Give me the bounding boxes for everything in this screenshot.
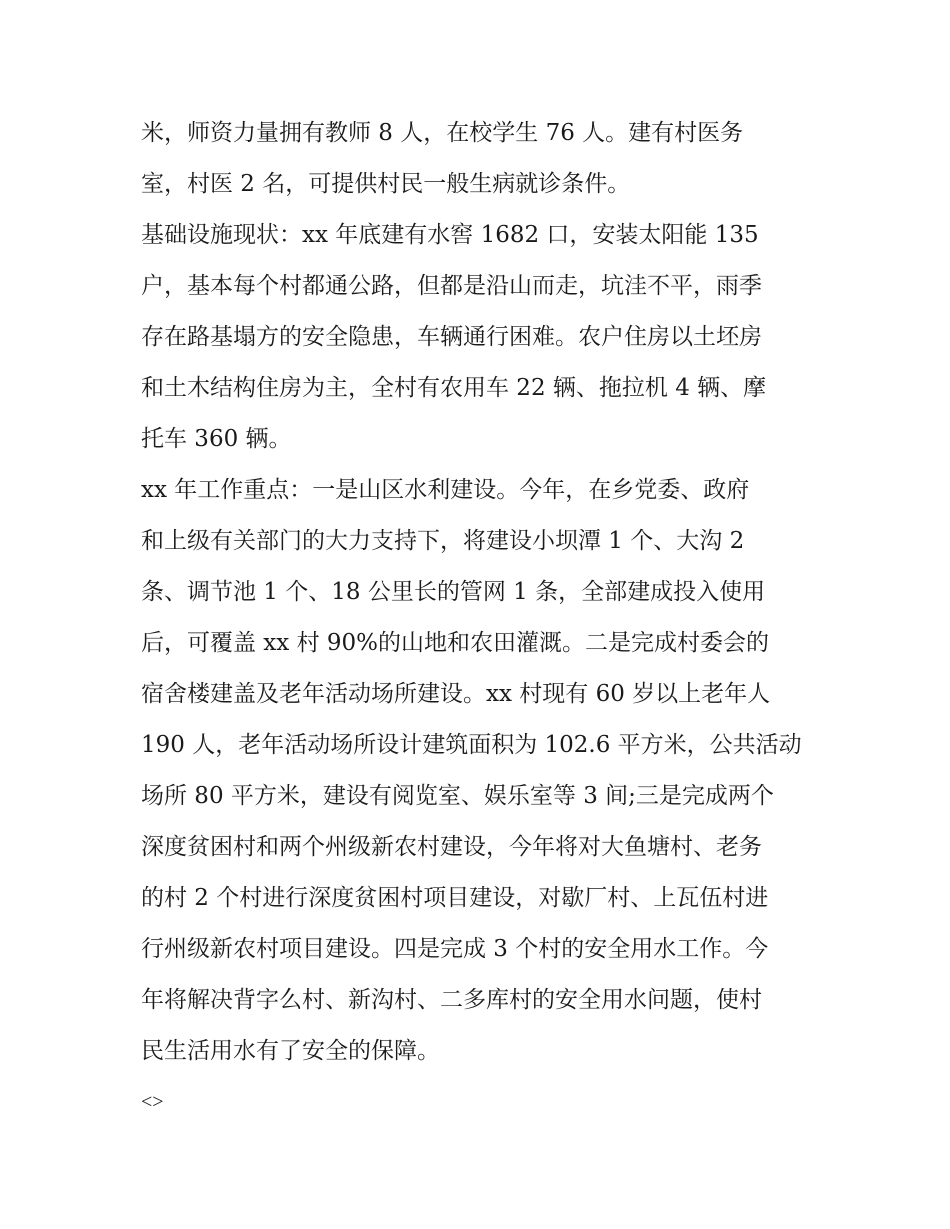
paragraph-line: 深度贫困村和两个州级新农村建设，今年将对大鱼塘村、老务 bbox=[141, 834, 762, 860]
paragraph-line: xx 年工作重点：一是山区水利建设。今年，在乡党委、政府 bbox=[141, 477, 750, 503]
paragraph-line: 190 人，老年活动场所设计建筑面积为 102.6 平方米，公共活动 bbox=[141, 732, 802, 758]
paragraph-line: 户，基本每个村都通公路，但都是沿山而走，坑洼不平，雨季 bbox=[141, 273, 762, 299]
paragraph-line: 年将解决背字么村、新沟村、二多库村的安全用水问题，使村 bbox=[141, 987, 762, 1013]
end-mark: <> bbox=[141, 1091, 164, 1113]
paragraph-line: 的村 2 个村进行深度贫困村项目建设，对歇厂村、上瓦伍村进 bbox=[141, 885, 769, 911]
paragraph-line: 托车 360 辆。 bbox=[141, 426, 292, 452]
paragraph-line: 和土木结构住房为主，全村有农用车 22 辆、拖拉机 4 辆、摩 bbox=[141, 375, 767, 401]
paragraph-line: 存在路基塌方的安全隐患，车辆通行困难。农户住房以土坯房 bbox=[141, 324, 762, 350]
paragraph-line: 米，师资力量拥有教师 8 人，在校学生 76 人。建有村医务 bbox=[141, 120, 744, 146]
document-body bbox=[141, 108, 821, 1128]
paragraph-line: 条、调节池 1 个、18 公里长的管网 1 条，全部建成投入使用 bbox=[141, 579, 766, 605]
paragraph-line: 后，可覆盖 xx 村 90%的山地和农田灌溉。二是完成村委会的 bbox=[141, 630, 769, 656]
paragraph-line: 基础设施现状：xx 年底建有水窖 1682 口，安装太阳能 135 bbox=[141, 222, 759, 248]
paragraph-line: 民生活用水有了安全的保障。 bbox=[141, 1038, 440, 1064]
paragraph-line: 场所 80 平方米，建设有阅览室、娱乐室等 3 间;三是完成两个 bbox=[141, 783, 774, 809]
paragraph-line: 行州级新农村项目建设。四是完成 3 个村的安全用水工作。今 bbox=[141, 936, 769, 962]
paragraph-line: 宿舍楼建盖及老年活动场所建设。xx 村现有 60 岁以上老年人 bbox=[141, 681, 771, 707]
paragraph-line: 室，村医 2 名，可提供村民一般生病就诊条件。 bbox=[141, 171, 631, 197]
paragraph-line: 和上级有关部门的大力支持下，将建设小坝潭 1 个、大沟 2 bbox=[141, 528, 745, 554]
